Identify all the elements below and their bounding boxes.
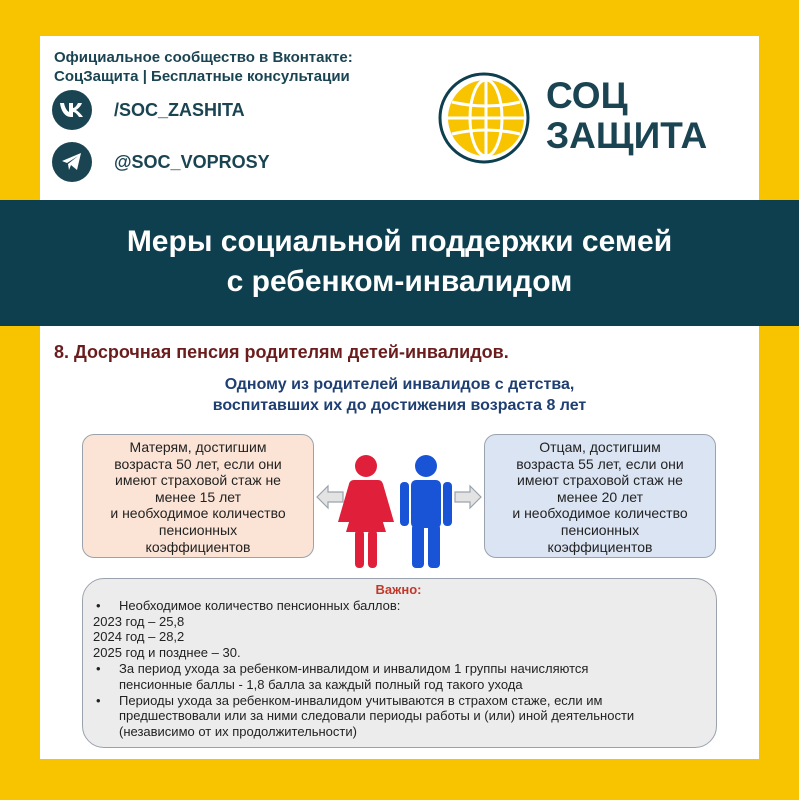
bullet-pension-points: • Необходимое количество пенсионных баллов: xyxy=(93,598,704,614)
section-title: 8. Досрочная пенсия родителям детей-инвалидов. xyxy=(54,342,509,362)
banner-line-2: с ребенком-инвалидом xyxy=(226,265,573,298)
mother-line: Матерям, достигшим xyxy=(129,439,267,455)
female-figure-icon xyxy=(336,454,396,570)
father-line: Отцам, достигшим xyxy=(539,439,661,455)
bullet-care-points xyxy=(93,661,704,693)
bullet-line: (независимо от их продолжительности) xyxy=(119,724,357,740)
mother-line: коэффициентов xyxy=(145,538,251,555)
important-notes-box xyxy=(82,578,717,748)
mother-line: менее 15 лет xyxy=(155,488,241,505)
male-figure-icon xyxy=(400,454,452,570)
father-line: возраста 55 лет, если они xyxy=(516,455,684,472)
father-line: пенсионных xyxy=(560,521,640,538)
globe-logo-icon xyxy=(436,70,532,166)
telegram-icon xyxy=(52,142,92,182)
intro-text xyxy=(40,374,759,416)
arrow-right-icon xyxy=(454,484,482,510)
bullet-line: предшествовали или за ними следовали периоды работы и (или) иной деятельности xyxy=(119,708,635,724)
father-conditions-box xyxy=(484,434,716,558)
banner-line-1: Меры социальной поддержки семей xyxy=(126,225,673,258)
important-title: Важно: xyxy=(375,582,422,597)
title-banner xyxy=(0,200,799,326)
mother-conditions-box xyxy=(82,434,314,558)
father-line: и необходимое количество xyxy=(512,505,688,522)
bullet-line: • Периоды ухода за ребенком-инвалидом учитываются в страхом стаже, если им xyxy=(119,692,603,708)
year-line: 2023 год – 25,8 xyxy=(93,613,185,629)
mother-line: и необходимое количество xyxy=(110,505,286,522)
vk-link[interactable] xyxy=(52,90,245,130)
mother-line: возраста 50 лет, если они xyxy=(114,455,282,472)
vk-handle: /SOC_ZASHITA xyxy=(114,99,245,120)
year-line: 2025 год и позднее – 30. xyxy=(93,645,241,661)
intro-line-1: Одному из родителей инвалидов с детства, xyxy=(224,376,575,393)
community-line-1: Официальное сообщество в Вконтакте: xyxy=(54,49,353,66)
father-line: имеют страховой стаж не xyxy=(517,472,683,489)
father-line: коэффициентов xyxy=(547,538,653,555)
father-line: менее 20 лет xyxy=(557,488,643,505)
header-card xyxy=(40,36,759,202)
community-info xyxy=(54,48,353,86)
mother-line: пенсионных xyxy=(158,521,238,538)
year-line: 2024 год – 28,2 xyxy=(93,629,185,645)
vk-icon xyxy=(52,90,92,130)
community-line-2: СоцЗащита | Бесплатные консультации xyxy=(54,68,350,85)
bullet-line: • За период ухода за ребенком-инвалидом и инвалидом 1 группы начисляются xyxy=(119,660,589,676)
bullet-care-periods xyxy=(93,693,704,740)
brand-line-1: СОЦ xyxy=(546,75,628,116)
mother-line: имеют страховой стаж не xyxy=(115,472,281,489)
brand-line-2: ЗАЩИТА xyxy=(546,115,708,156)
intro-line-2: воспитавших их до достижения возраста 8 лет xyxy=(212,397,587,414)
telegram-link[interactable] xyxy=(52,142,270,182)
telegram-handle: @SOC_VOPROSY xyxy=(114,151,270,172)
bullet-line: пенсионные баллы - 1,8 балла за каждый полный год такого ухода xyxy=(119,676,523,692)
content-card xyxy=(40,326,759,759)
brand-name xyxy=(546,76,707,156)
